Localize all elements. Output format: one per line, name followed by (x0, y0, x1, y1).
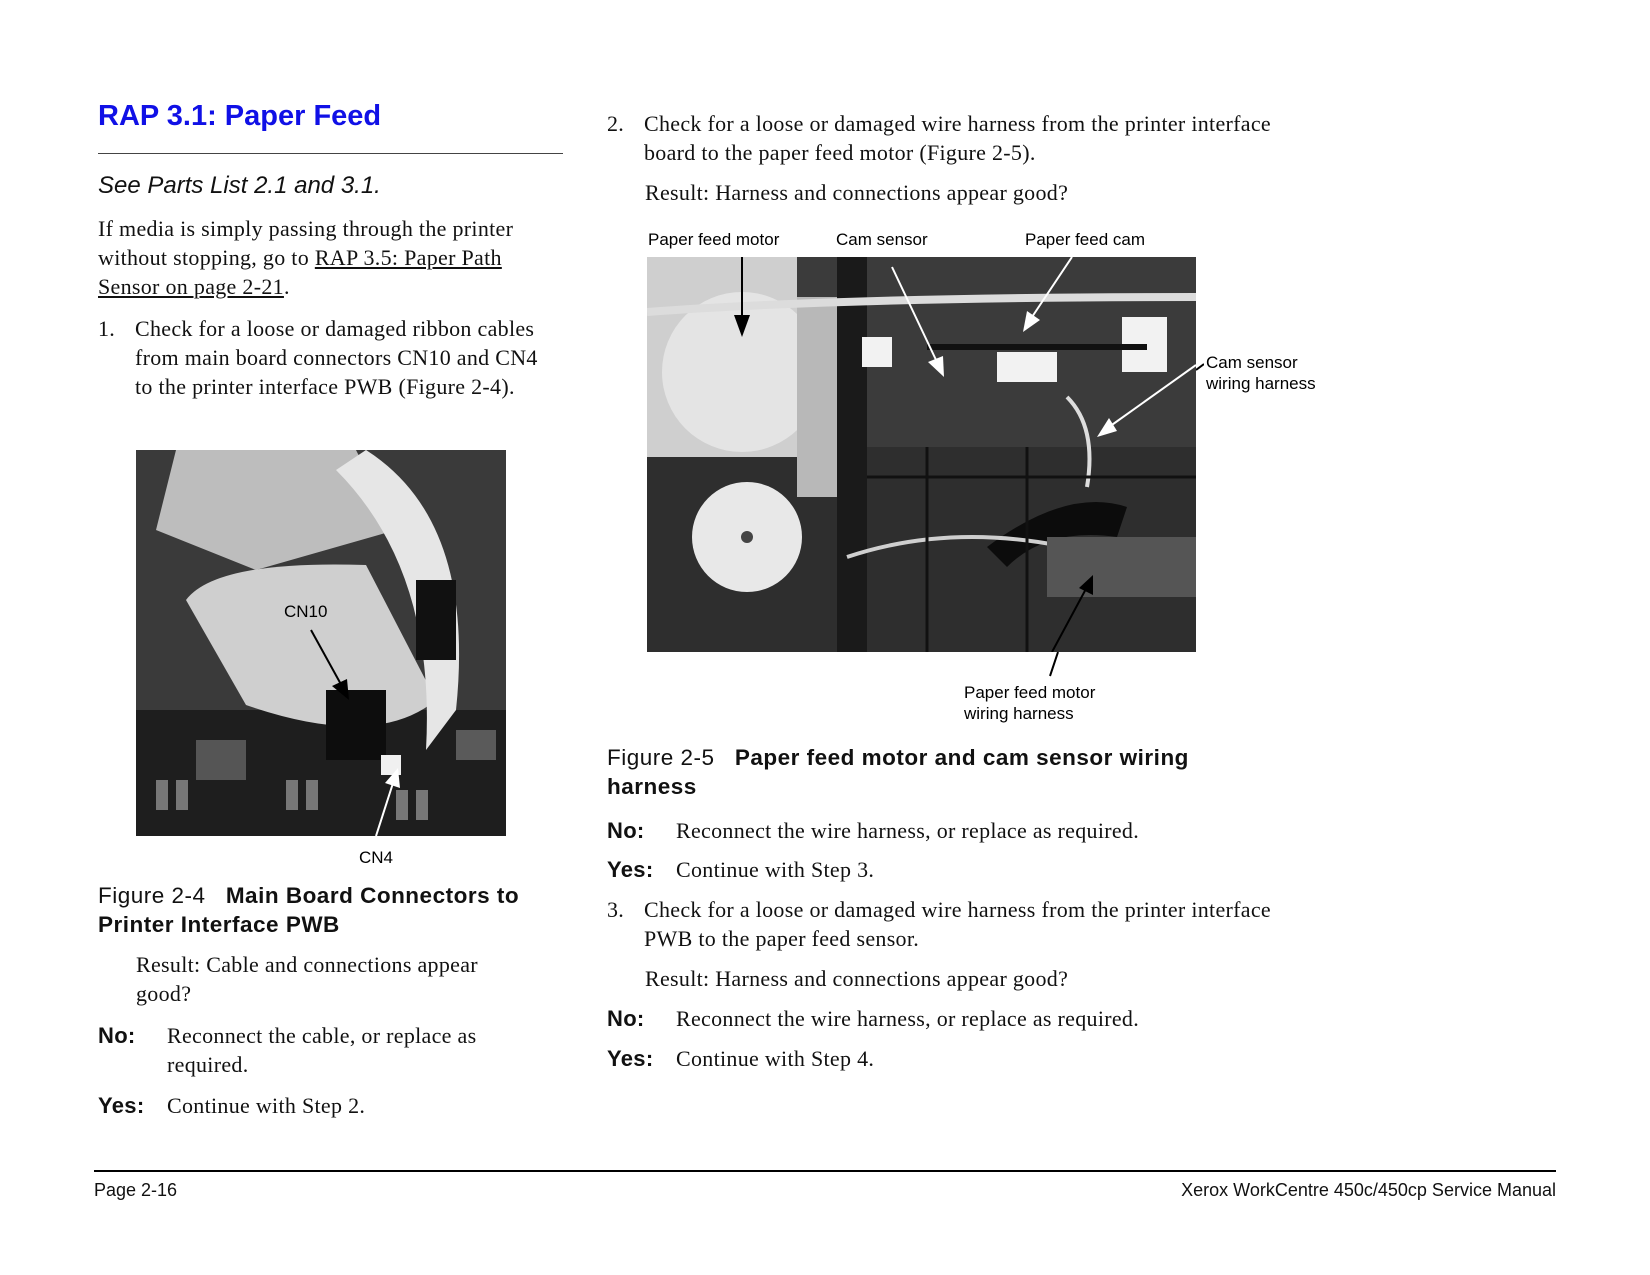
no-label: No: (607, 818, 645, 843)
step-text: Check for a loose or damaged wire harness from the printer interface board to the paper feed motor (Figure 2-5). (644, 111, 1271, 165)
figure-2-5-caption (607, 743, 1207, 801)
step-1-yes (98, 1091, 558, 1120)
page-title: RAP 3.1: Paper Feed (98, 100, 382, 132)
figure-2-4-title: Main Board Connectors to Printer Interface PWB (98, 883, 520, 937)
step-3-result: Result: Harness and connections appear good? (645, 966, 1069, 991)
step-text: Check for a loose or damaged wire harness from the printer interface PWB to the paper feed sensor. (644, 897, 1271, 951)
cn4-label: CN4 (359, 848, 394, 867)
intro-paragraph (98, 214, 553, 301)
cam-sensor-label: Cam sensor (836, 230, 928, 249)
motor-harness-leader-line (1048, 652, 1060, 678)
rap-3-5-link[interactable]: RAP 3.5: Paper Path Sensor on page 2-21 (98, 245, 502, 299)
no-label: No: (607, 1006, 645, 1031)
intro-text-end: . (283, 274, 290, 299)
manual-title: Xerox WorkCentre 450c/450cp Service Manual (1181, 1180, 1556, 1200)
footer-divider (94, 1170, 1556, 1172)
figure-2-4-caption (98, 881, 568, 939)
yes-label: Yes: (607, 1046, 654, 1071)
figure-2-5-title: Paper feed motor and cam sensor wiring harness (607, 745, 1189, 799)
no-text: Reconnect the wire harness, or replace as required. (676, 818, 1140, 843)
step-1-result: Result: Cable and connections appear good? (136, 952, 478, 1006)
parts-list-reference: See Parts List 2.1 and 3.1. (98, 172, 381, 199)
main-board-illustration (136, 450, 506, 836)
step-number: 2. (607, 111, 625, 136)
yes-text: Continue with Step 2. (167, 1093, 366, 1118)
step-2-result: Result: Harness and connections appear good? (645, 180, 1069, 205)
motor-harness-line1: Paper feed motor (964, 683, 1096, 702)
paper-feed-cam-label: Paper feed cam (1025, 230, 1146, 249)
step-1 (98, 314, 538, 401)
paper-feed-motor-illustration (647, 257, 1196, 652)
motor-harness-line2: wiring harness (964, 704, 1074, 723)
figure-2-4-photo (136, 450, 506, 836)
yes-label: Yes: (98, 1093, 145, 1118)
step-3-no (607, 1004, 1307, 1033)
step-2 (607, 109, 1297, 167)
step-1-no (98, 1021, 558, 1079)
paper-feed-motor-label: Paper feed motor (648, 230, 780, 249)
step-2-yes (607, 855, 1307, 884)
step-text: Check for a loose or damaged ribbon cables from main board connectors CN10 and CN4 to the printer interface PWB (Figure 2-4). (135, 316, 538, 399)
figure-2-5-number: Figure 2-5 (607, 745, 715, 770)
cam-sensor-harness-line1: Cam sensor (1206, 353, 1298, 372)
cam-sensor-harness-line2: wiring harness (1206, 374, 1316, 393)
page-number: Page 2-16 (94, 1180, 178, 1200)
motor-harness-label (964, 682, 1095, 724)
cn10-label: CN10 (284, 602, 328, 621)
no-text: Reconnect the cable, or replace as required. (167, 1023, 477, 1077)
step-3-yes (607, 1044, 1307, 1073)
cam-sensor-harness-label (1206, 352, 1316, 394)
figure-2-5-photo (647, 257, 1196, 652)
cam-harness-leader-line (1196, 360, 1204, 372)
title-divider (98, 153, 563, 154)
yes-text: Continue with Step 4. (676, 1046, 875, 1071)
intro-text: If media is simply passing through the printer without stopping, go to (98, 216, 514, 270)
step-3 (607, 895, 1287, 953)
yes-text: Continue with Step 3. (676, 857, 875, 882)
step-number: 1. (98, 316, 116, 341)
no-label: No: (98, 1023, 136, 1048)
step-number: 3. (607, 897, 625, 922)
no-text: Reconnect the wire harness, or replace as required. (676, 1006, 1140, 1031)
figure-2-4-number: Figure 2-4 (98, 883, 206, 908)
step-2-no (607, 816, 1307, 845)
yes-label: Yes: (607, 857, 654, 882)
